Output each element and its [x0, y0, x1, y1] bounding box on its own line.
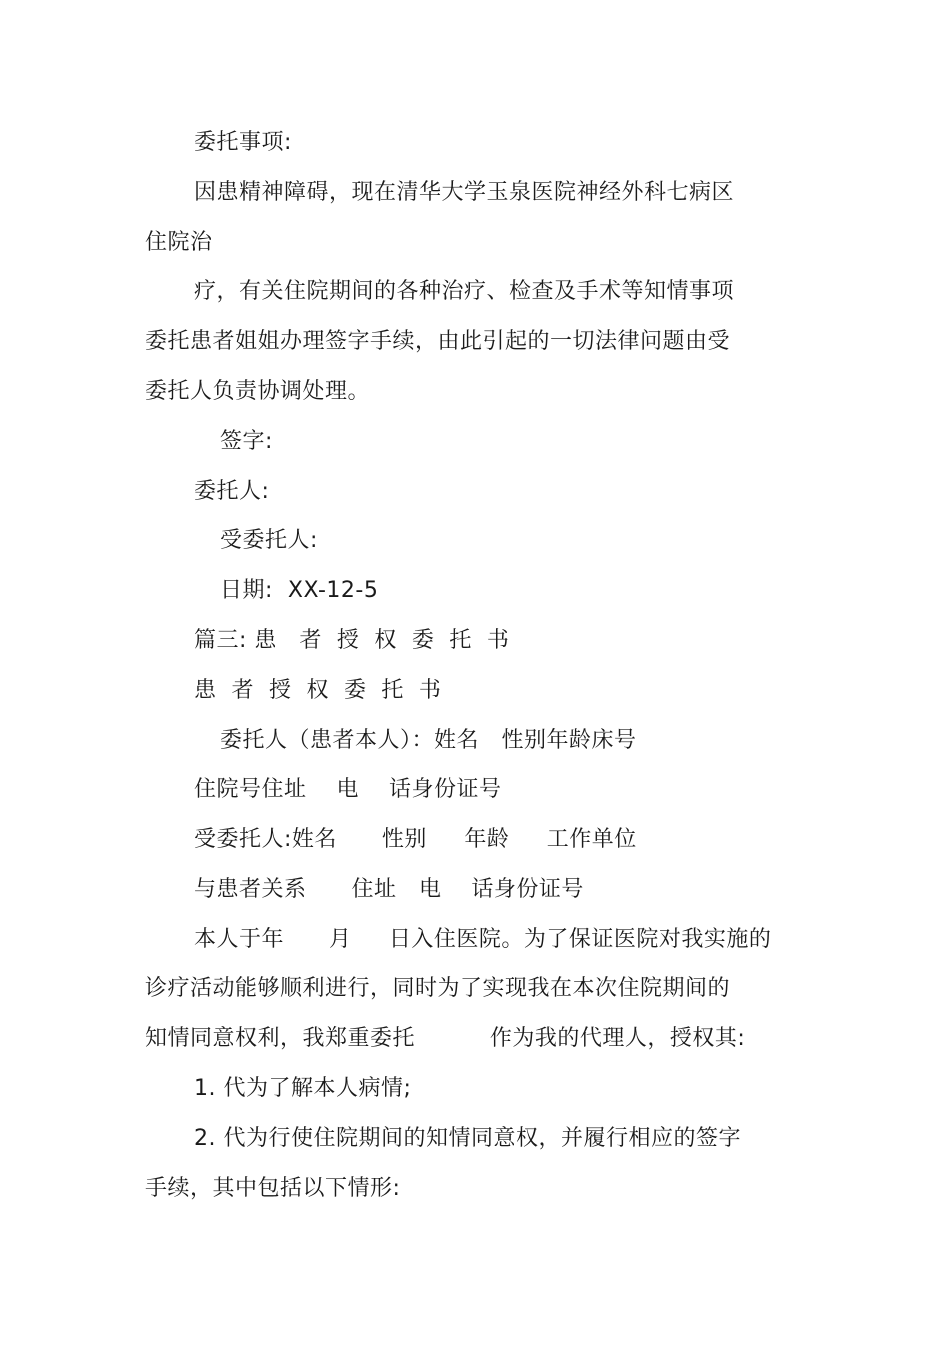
agent-label: 受委托人:: [220, 528, 318, 553]
paragraph-line: 委托人负责协调处理。: [145, 379, 371, 404]
date-label: 日期: XX-12-5: [220, 578, 379, 603]
paragraph-line: 诊疗活动能够顺利进行，同时为了实现我在本次住院期间的: [145, 976, 731, 1001]
entrust-matters-heading: 委托事项:: [194, 130, 292, 155]
paragraph-line: 疗，有关住院期间的各种治疗、检查及手术等知情事项: [194, 279, 735, 304]
paragraph-line: 本人于年 月 日入住医院。为了保证医院对我实施的: [194, 927, 772, 952]
agent-info-line: 受委托人:姓名 性别 年龄 工作单位: [194, 827, 637, 852]
principal-info-line: 委托人（患者本人）：姓名 性别年龄床号: [220, 728, 637, 753]
principal-label: 委托人:: [194, 479, 270, 504]
signature-label: 签字:: [220, 429, 273, 454]
list-item: 1. 代为了解本人病情;: [194, 1076, 412, 1101]
paragraph-line: 因患精神障碍，现在清华大学玉泉医院神经外科七病区: [194, 180, 735, 205]
paragraph-line: 手续，其中包括以下情形:: [145, 1176, 401, 1201]
paragraph-line: 知情同意权利，我郑重委托 作为我的代理人，授权其:: [145, 1026, 746, 1051]
paragraph-line: 委托患者姐姐办理签字手续，由此引起的一切法律问题由受: [145, 329, 731, 354]
document-title: 患 者 授 权 委 托 书: [194, 678, 442, 703]
agent-info-line: 与患者关系 住址 电 话身份证号: [194, 877, 584, 902]
section-three-title: 篇三: 患 者 授 权 委 托 书: [194, 628, 510, 653]
list-item: 2. 代为行使住院期间的知情同意权，并履行相应的签字: [194, 1126, 741, 1151]
paragraph-line: 住院治: [145, 230, 213, 255]
principal-info-line: 住院号住址 电 话身份证号: [194, 777, 502, 802]
